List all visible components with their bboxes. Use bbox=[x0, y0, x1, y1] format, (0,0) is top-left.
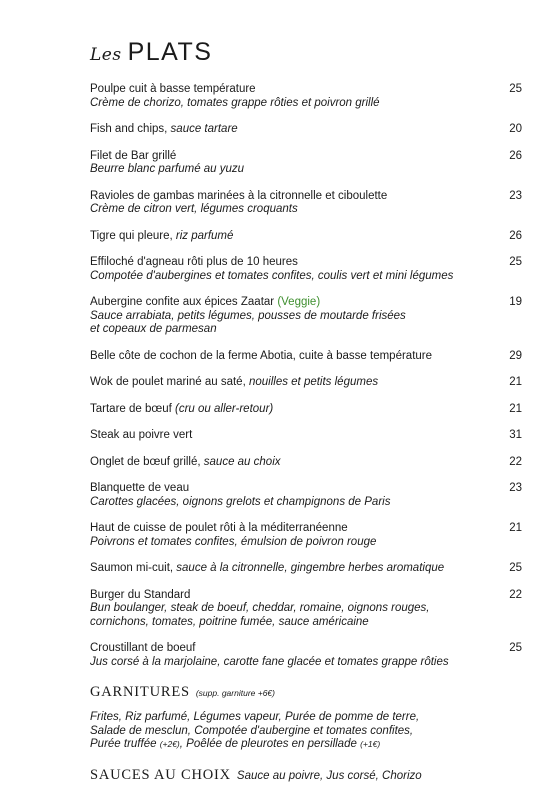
sauces-title: SAUCES AU CHOIX bbox=[90, 767, 231, 783]
dish-name: Ravioles de gambas marinées à la citronnelle et ciboulette bbox=[90, 189, 388, 202]
sauces-list: Sauce au poivre, Jus corsé, Chorizo bbox=[236, 770, 422, 782]
dish-price: 19 bbox=[509, 296, 522, 308]
dish-price: 20 bbox=[509, 123, 522, 135]
dish-price: 31 bbox=[509, 429, 522, 441]
garnitures-line: Purée truffée (+2€), Poêlée de pleurotes en persillade (+1€) bbox=[90, 738, 381, 750]
menu-item bbox=[90, 150, 522, 177]
menu-item bbox=[90, 403, 522, 417]
menu-item bbox=[90, 642, 522, 669]
menu-item bbox=[90, 256, 522, 283]
menu-item bbox=[90, 230, 522, 244]
garnitures-list bbox=[90, 711, 520, 752]
dish-inline-description: sauce à la citronnelle, gingembre herbes aromatique bbox=[176, 562, 445, 574]
menu-item bbox=[90, 376, 522, 390]
dish-name: Belle côte de cochon de la ferme Abotia, cuite à basse température bbox=[90, 349, 433, 362]
sauces-heading bbox=[90, 767, 422, 784]
dish-price: 25 bbox=[509, 256, 522, 268]
dish-name: Wok de poulet mariné au saté, nouilles et petits légumes bbox=[90, 376, 379, 388]
garnitures-heading bbox=[90, 684, 275, 701]
dish-price: 21 bbox=[509, 376, 522, 388]
menu-item bbox=[90, 456, 522, 470]
dish-inline-description: sauce tartare bbox=[170, 123, 238, 135]
garnitures-line: Frites, Riz parfumé, Légumes vapeur, Purée de pomme de terre, bbox=[90, 711, 420, 723]
menu-item bbox=[90, 522, 522, 549]
dish-name: Filet de Bar grillé bbox=[90, 149, 177, 162]
menu-item bbox=[90, 190, 522, 217]
menu-item bbox=[90, 350, 522, 364]
dish-description: Crème de citron vert, légumes croquants bbox=[90, 203, 298, 215]
dish-price: 29 bbox=[509, 349, 522, 362]
dish-name: Croustillant de boeuf bbox=[90, 642, 196, 654]
dish-price: 22 bbox=[509, 588, 522, 601]
dish-price: 26 bbox=[509, 149, 522, 162]
dish-name: Burger du Standard bbox=[90, 588, 191, 601]
garnitures-note: (supp. garniture +6€) bbox=[195, 688, 275, 698]
dish-price: 23 bbox=[509, 482, 522, 494]
menu-item bbox=[90, 123, 522, 137]
dish-description: Bun boulanger, steak de boeuf, cheddar, romaine, oignons rouges, bbox=[90, 602, 430, 614]
dish-description-continued: cornichons, tomates, poitrine fumée, sauce américaine bbox=[90, 615, 369, 628]
supplement-note: (+1€) bbox=[360, 739, 381, 749]
menu-item bbox=[90, 562, 522, 576]
dish-name: Aubergine confite aux épices Zaatar (Veggie) bbox=[90, 296, 321, 308]
dish-description-continued: et copeaux de parmesan bbox=[90, 323, 217, 335]
garnitures-title: GARNITURES bbox=[90, 684, 190, 700]
menu-item bbox=[90, 429, 522, 443]
dish-description: Crème de chorizo, tomates grappe rôties et poivron grillé bbox=[90, 96, 380, 109]
dish-name: Blanquette de veau bbox=[90, 482, 190, 494]
dish-description: Carottes glacées, oignons grelots et champignons de Paris bbox=[90, 495, 391, 508]
menu-item bbox=[90, 589, 522, 630]
dish-description: Jus corsé à la marjolaine, carotte fane glacée et tomates grappe rôties bbox=[90, 655, 449, 668]
dish-name: Tigre qui pleure, riz parfumé bbox=[90, 229, 234, 242]
dish-price: 23 bbox=[509, 189, 522, 202]
dish-description: Compotée d'aubergines et tomates confites, coulis vert et mini légumes bbox=[90, 269, 454, 282]
page-title bbox=[90, 38, 212, 68]
dish-name: Poulpe cuit à basse température bbox=[90, 83, 256, 95]
menu-item bbox=[90, 296, 522, 337]
dish-price: 25 bbox=[509, 642, 522, 654]
dish-list bbox=[90, 83, 522, 669]
garnitures-line: Salade de mesclun, Compotée d'aubergine et tomates confites, bbox=[90, 724, 414, 737]
dish-price: 25 bbox=[509, 83, 522, 95]
dish-description: Beurre blanc parfumé au yuzu bbox=[90, 163, 245, 175]
dish-name: Saumon mi-cuit, sauce à la citronnelle, gingembre herbes aromatique bbox=[90, 562, 445, 574]
dish-name: Tartare de bœuf (cru ou aller-retour) bbox=[90, 402, 274, 415]
dish-price: 22 bbox=[509, 455, 522, 468]
supplement-note: (+2€) bbox=[159, 739, 180, 749]
dish-inline-description: nouilles et petits légumes bbox=[248, 376, 379, 388]
dish-name: Onglet de bœuf grillé, sauce au choix bbox=[90, 455, 281, 468]
dish-name: Fish and chips, sauce tartare bbox=[90, 123, 238, 135]
dish-inline-description: sauce au choix bbox=[203, 455, 281, 468]
dish-price: 21 bbox=[509, 402, 522, 415]
dish-description: Sauce arrabiata, petits légumes, pousses de moutarde frisées bbox=[90, 309, 406, 322]
dish-name: Effiloché d'agneau rôti plus de 10 heures bbox=[90, 256, 298, 268]
dish-description: Poivrons et tomates confites, émulsion de poivron rouge bbox=[90, 535, 377, 548]
menu-item bbox=[90, 83, 522, 110]
dish-name: Steak au poivre vert bbox=[90, 429, 193, 441]
dish-inline-description: (cru ou aller-retour) bbox=[175, 402, 274, 415]
dish-price: 25 bbox=[509, 562, 522, 574]
dish-name: Haut de cuisse de poulet rôti à la méditerranéenne bbox=[90, 522, 348, 534]
dish-inline-description: riz parfumé bbox=[175, 229, 234, 242]
menu-item bbox=[90, 482, 522, 509]
dish-price: 26 bbox=[509, 229, 522, 242]
dish-price: 21 bbox=[509, 522, 522, 534]
title-main: PLATS bbox=[127, 38, 213, 66]
veggie-tag: (Veggie) bbox=[277, 296, 321, 308]
title-script: Les bbox=[90, 45, 122, 65]
